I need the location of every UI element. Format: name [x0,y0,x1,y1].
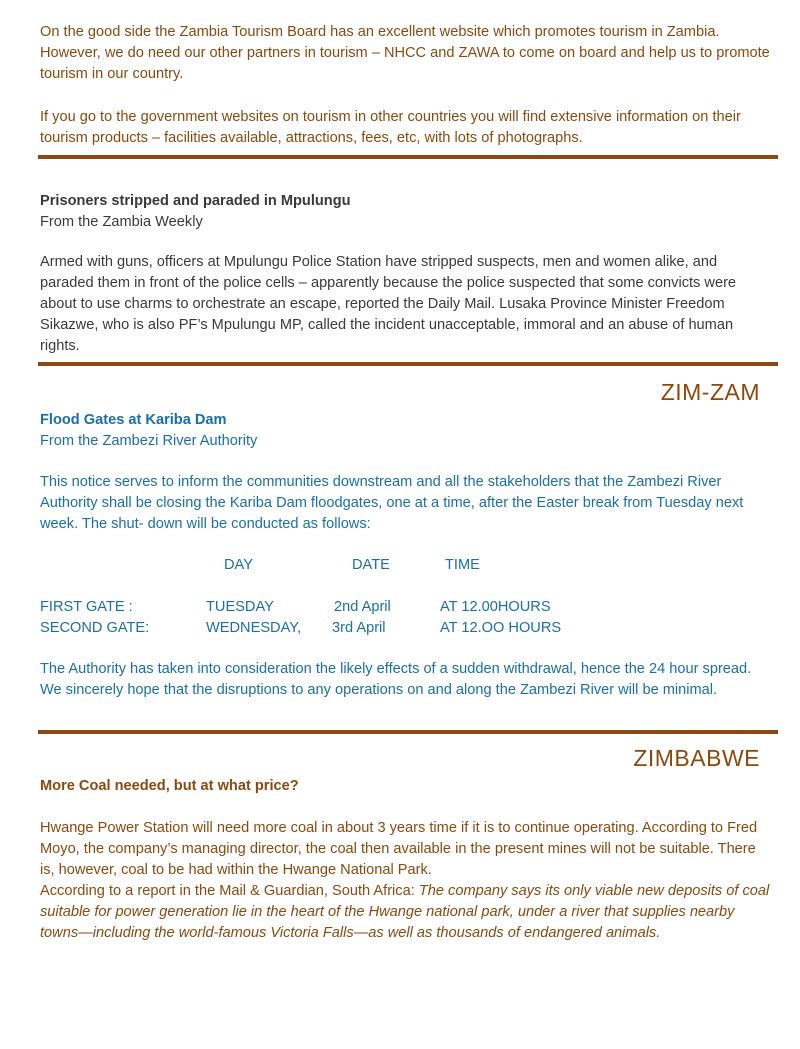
table-cell-day: TUESDAY [206,599,274,615]
article-source: From the Zambia Weekly [40,214,203,230]
article-headline: More Coal needed, but at what price? [40,778,299,794]
intro-paragraph-2: If you go to the government websites on tourism in other countries you will find extensive information on their tourism products – facilities available, attractions, fees, etc, with lots of photographs. [40,109,741,146]
article-headline: Flood Gates at Kariba Dam [40,412,227,428]
quote-intro: According to a report in the Mail & Guardian, South Africa: [40,883,419,899]
table-cell-time: AT 12.OO HOURS [440,620,562,636]
section-title-zimzam: ZIM-ZAM [660,379,760,405]
article-source: From the Zambezi River Authority [40,433,258,449]
section-divider [38,362,778,366]
intro-paragraph-1: On the good side the Zambia Tourism Board has an excellent website which promotes tourism in Zambia. However, we do need our other partners in tourism – NHCC and ZAWA to come on board and help us to promote tourism in our country. [40,24,770,82]
article-headline: Prisoners stripped and paraded in Mpulungu [40,193,351,209]
table-cell-date: 3rd April [332,620,386,636]
article-body: This notice serves to inform the communities downstream and all the stakeholders that the Zambezi River Authority shall be closing the Kariba Dam floodgates, one at a time, after the Easter break from Tuesday next week. The shut- down will be conducted as follows: [40,474,744,532]
table-row-label: SECOND GATE: [40,620,150,636]
section-title-zimbabwe: ZIMBABWE [633,745,760,771]
article-body: Hwange Power Station will need more coal in about 3 years time if it is to continue operating. According to Fred Moyo, the company’s managing director, the coal then available in the present mines will not be suitable. There is, however, coal to be had within the Hwange National Park. [40,820,758,878]
table-header-time: TIME [445,557,480,573]
section-divider [38,155,778,159]
quote-text: The company says its only viable new deposits of coal suitable for power generation lie in the heart of the Hwange national park, under a river that supplies nearby towns—including the world-famous Victoria Falls—as well as thousands of endangered animals. [40,883,770,941]
article-closing: The Authority has taken into consideration the likely effects of a sudden withdrawal, hence the 24 hour spread. We sincerely hope that the disruptions to any operations on and along the Zambezi River will be minimal. [40,661,752,698]
table-cell-day: WEDNESDAY, [206,620,302,636]
table-cell-date: 2nd April [334,599,391,615]
table-row-label: FIRST GATE : [40,599,133,615]
article-quote [40,881,770,944]
table-header-date: DATE [352,557,390,573]
table-cell-time: AT 12.00HOURS [440,599,551,615]
article-body: Armed with guns, officers at Mpulungu Police Station have stripped suspects, men and women alike, and paraded them in front of the police cells – apparently because the police suspected that some convicts were about to use charms to orchestrate an escape, reported the Daily Mail. Lusaka Province Minister Freedom Sikazwe, who is also PF’s Mpulungu MP, called the incident unacceptable, immoral and an abuse of human rights. [40,254,737,354]
section-divider [38,730,778,734]
table-header-day: DAY [224,557,253,573]
